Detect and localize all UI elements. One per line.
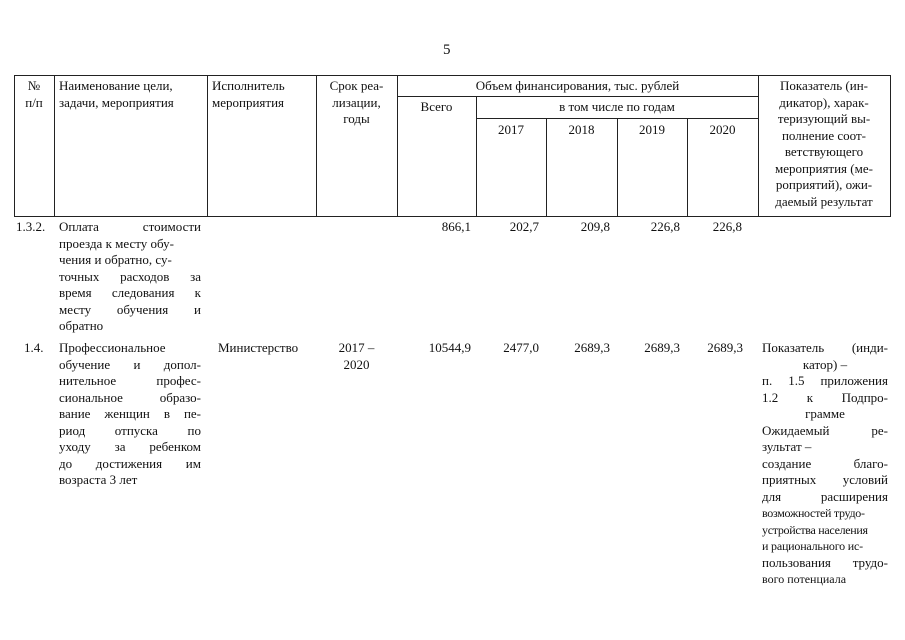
row-name-line: время следования к: [59, 285, 201, 300]
row-year-2019: 2689,3: [644, 340, 680, 355]
row-year-2018: 2689,3: [574, 340, 610, 355]
header-indicator: Показатель (ин- дикатор), харак- теризующий вы- полнение соот- ветствующего мероприятия (ме- роприятий), ожи- даемый результат: [775, 78, 873, 209]
row-name-line: проезда к месту обу-: [59, 235, 174, 251]
header-year-2019: 2019: [639, 122, 665, 137]
row-indicator-line: Ожидаемый ре-: [762, 422, 888, 438]
header-name: Наименование цели, задачи, мероприятия: [59, 78, 174, 110]
row-executor: Министерство: [218, 340, 299, 355]
row-indicator-line: устройства населения: [762, 522, 868, 537]
col-border-1: [54, 75, 55, 216]
col-border-2: [207, 75, 208, 216]
row-name-cell: [59, 340, 201, 489]
row-name-line: уходу за ребенком: [59, 439, 201, 454]
row-year-2020: 226,8: [712, 219, 742, 234]
row-year-2017: 2477,0: [503, 340, 539, 355]
header-num: № п/п: [25, 78, 43, 110]
row-indicator-cell: [762, 340, 888, 588]
row-name-line: вание женщин в пе-: [59, 406, 201, 421]
row-name-cell: [59, 219, 201, 335]
row-name-line: Профессиональное: [59, 340, 166, 355]
row-indicator-line: 1.2 к Подпро-: [762, 389, 888, 405]
header-bottom-border: [14, 216, 891, 217]
col-border-4: [397, 75, 398, 216]
financing-divider: [397, 96, 758, 97]
row-indicator-line: пользования трудо-: [762, 554, 888, 570]
row-name-line: возраста 3 лет: [59, 472, 138, 487]
row-year-2020: 2689,3: [707, 340, 743, 355]
row-name-line: Оплата стоимости: [59, 219, 201, 234]
header-financing: Объем финансирования, тыс. рублей: [475, 78, 680, 93]
row-indicator-line: и рационального ис-: [762, 539, 863, 553]
header-term: Срок реа- лизации, годы: [329, 78, 384, 126]
row-num: 1.3.2.: [16, 219, 46, 234]
header-total: Всего: [420, 99, 453, 114]
row-indicator-line: вого потенциала: [762, 572, 847, 586]
row-name-line: риод отпуска по: [59, 422, 201, 438]
table-top-border: [14, 75, 891, 76]
row-num: 1.4.: [24, 340, 44, 355]
row-year-2017: 202,7: [509, 219, 539, 234]
row-name-line: обучение и допол-: [59, 356, 201, 372]
row-name-line: до достижения им: [59, 455, 201, 471]
header-year-2017: 2017: [498, 122, 524, 137]
col-border-10: [890, 75, 891, 216]
row-total: 10544,9: [428, 340, 471, 355]
row-name-line: точных расходов за: [59, 268, 201, 284]
row-name-line: обратно: [59, 318, 104, 333]
row-name-line: месту обучения и: [59, 301, 201, 317]
row-indicator-line: Показатель (инди-: [762, 340, 888, 355]
row-indicator-line: возможностей трудо-: [762, 506, 865, 520]
row-year-2018: 209,8: [580, 219, 610, 234]
row-indicator-line: для расширения: [762, 488, 888, 504]
row-indicator-line: зультат –: [762, 439, 812, 454]
row-term: 2017 – 2020: [338, 340, 375, 372]
row-name-line: нительное профес-: [59, 373, 201, 388]
row-indicator-line: приятных условий: [762, 472, 888, 487]
row-indicator-line: катор) –: [802, 356, 848, 372]
row-total: 866,1: [441, 219, 471, 234]
page-number: 5: [443, 42, 451, 58]
row-indicator-line: грамме: [805, 406, 845, 421]
row-indicator-line: создание благо-: [762, 455, 888, 471]
row-name-line: чения и обратно, су-: [59, 252, 172, 267]
row-name-line: сиональное образо-: [59, 389, 201, 405]
header-year-2020: 2020: [709, 122, 736, 137]
header-year-2018: 2018: [568, 122, 595, 137]
row-indicator-line: п. 1.5 приложения: [762, 373, 888, 388]
header-executor: Исполнитель мероприятия: [212, 78, 285, 110]
header-by-years: в том числе по годам: [559, 99, 675, 114]
row-year-2019: 226,8: [650, 219, 680, 234]
